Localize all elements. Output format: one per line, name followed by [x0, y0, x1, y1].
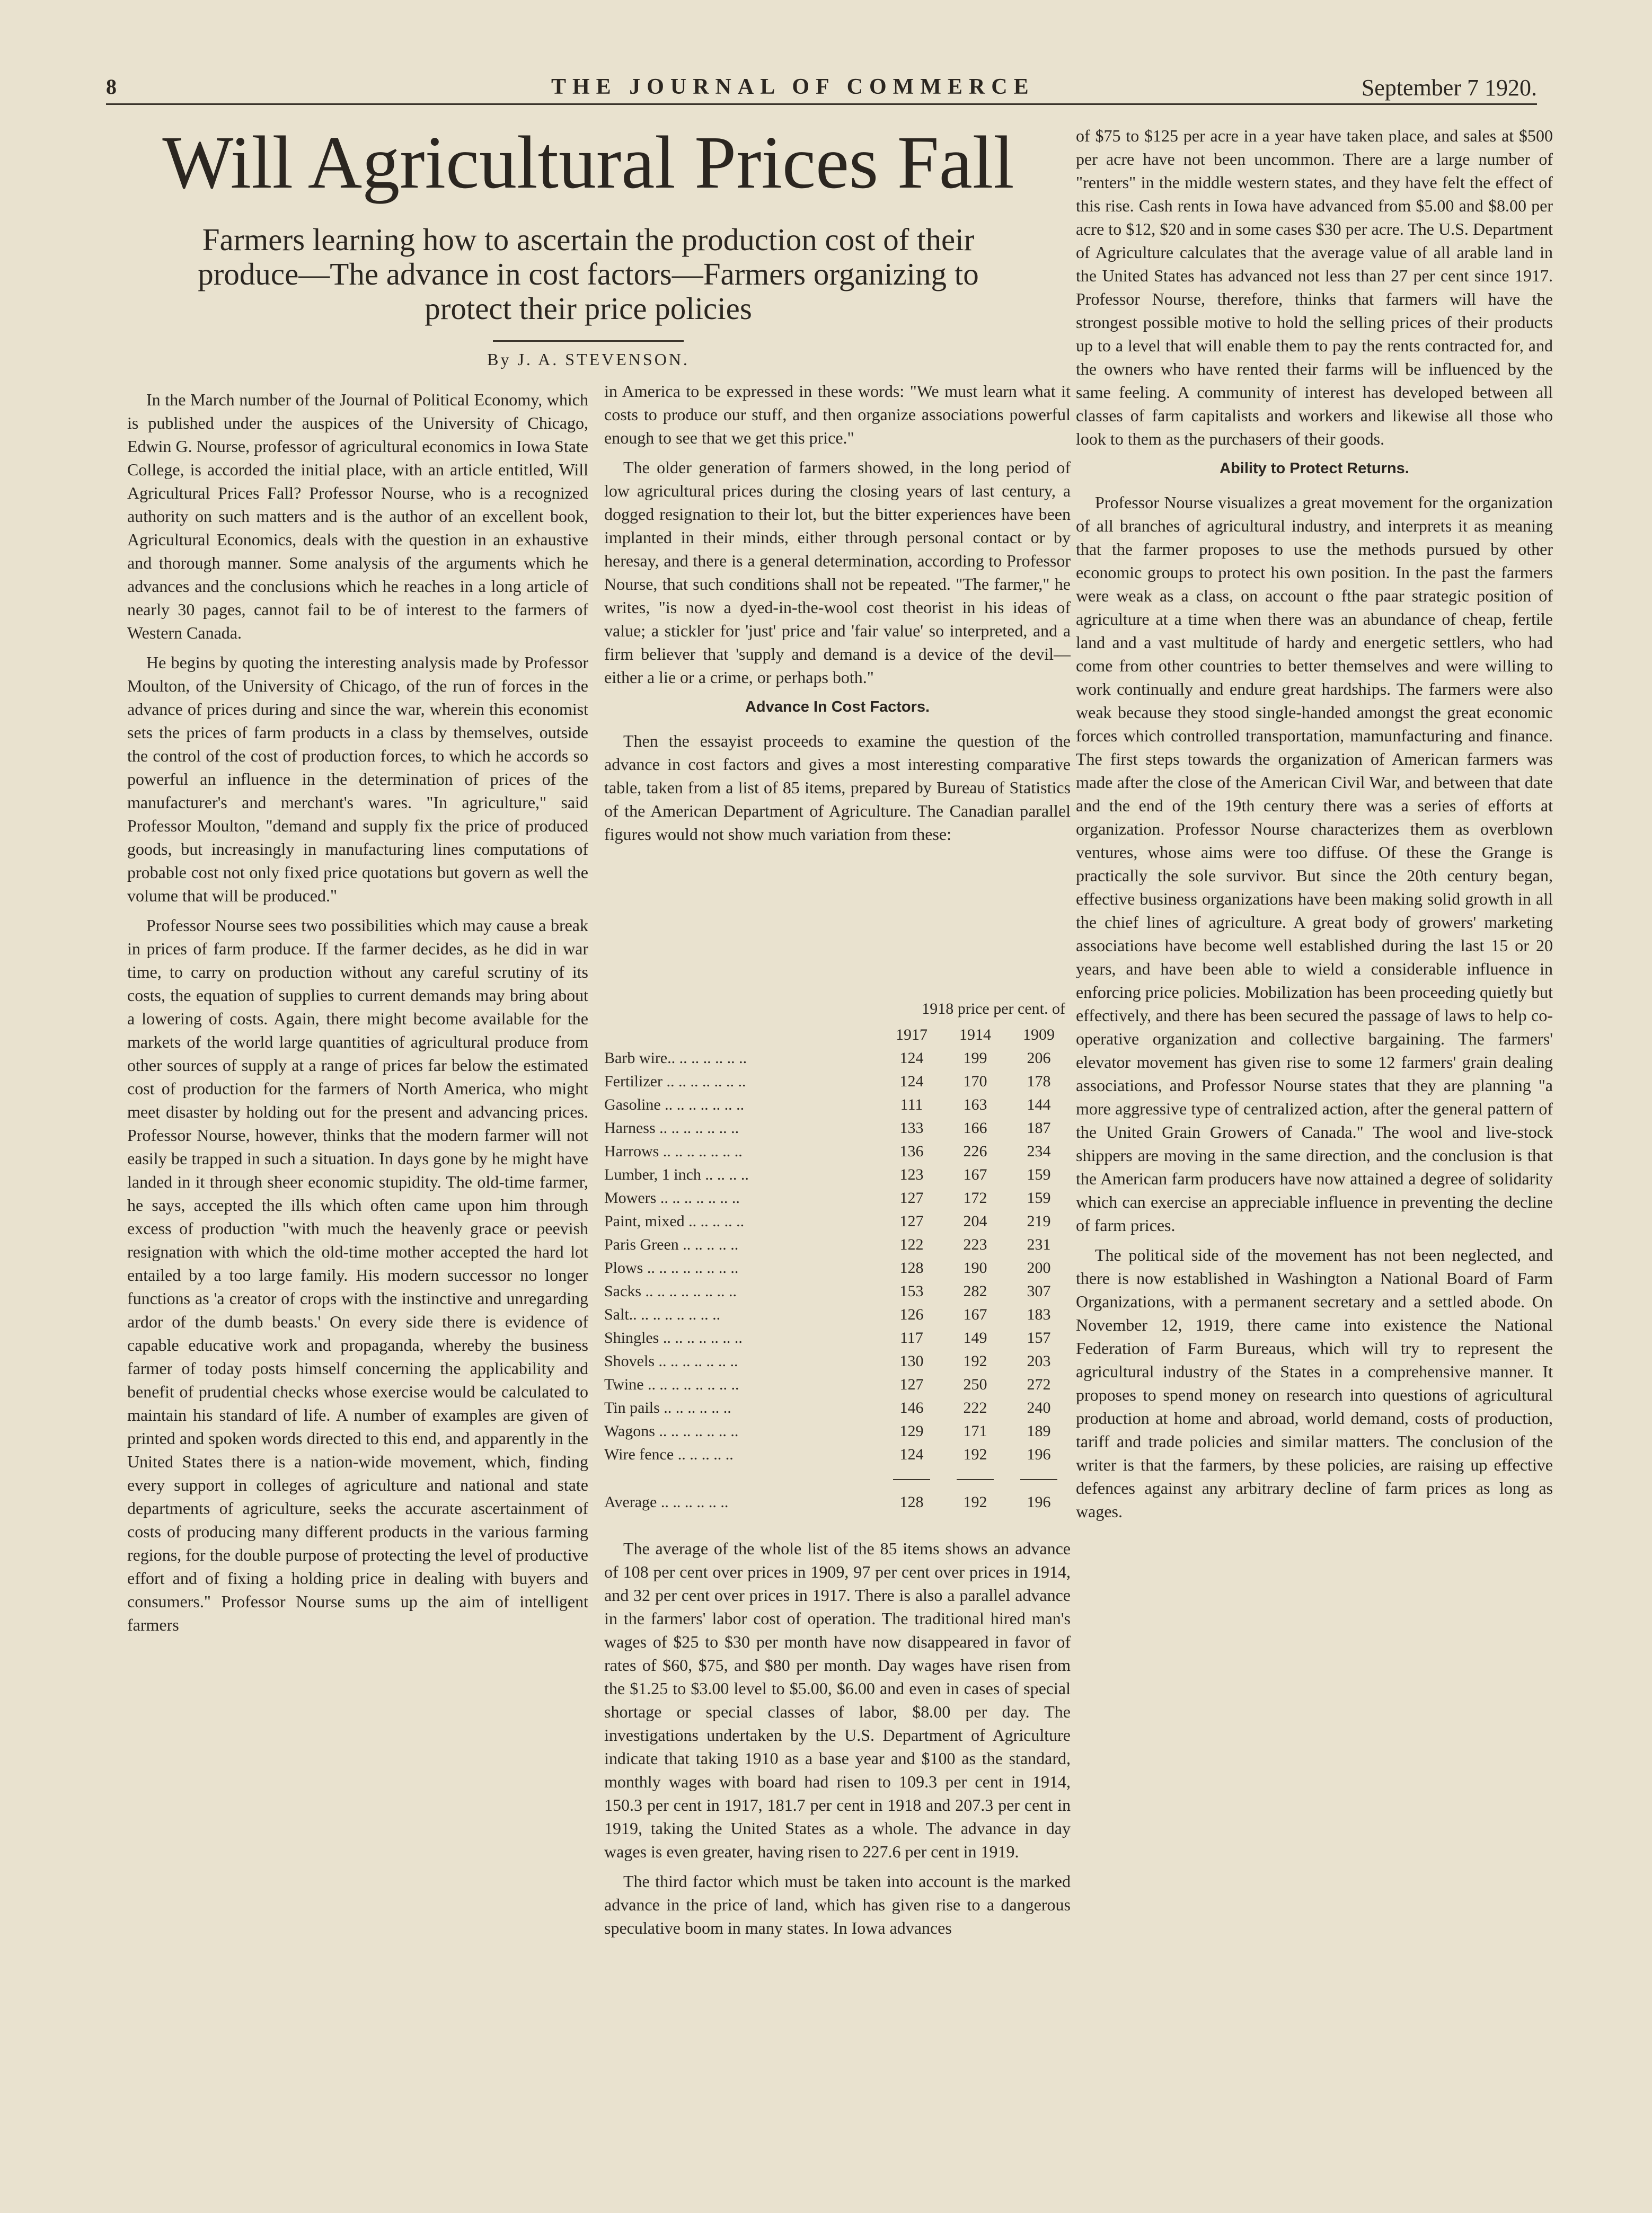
table-cell-item: Paris Green .. .. .. .. .. [604, 1236, 739, 1253]
table-cell: 167 [963, 1306, 987, 1323]
table-row [604, 1280, 1071, 1303]
table-header-year: 1909 [1023, 1026, 1055, 1043]
table-cell: 192 [963, 1352, 987, 1370]
table-cell-item: Barb wire.. .. .. .. .. .. .. [604, 1049, 747, 1067]
table-cell: 282 [963, 1282, 987, 1300]
table-cell-item: Wire fence .. .. .. .. .. [604, 1446, 734, 1463]
table-cell: 192 [963, 1446, 987, 1463]
table-average-row [604, 1491, 1071, 1514]
table-cell-item: Shingles .. .. .. .. .. .. .. [604, 1329, 743, 1347]
table-cell-item: Sacks .. .. .. .. .. .. .. .. [604, 1282, 737, 1300]
table-cell-item: Plows .. .. .. .. .. .. .. .. [604, 1259, 739, 1277]
table-header-year: 1914 [959, 1026, 991, 1043]
total-rule [1020, 1479, 1057, 1480]
table-cell: 166 [963, 1119, 987, 1137]
table-cell: 124 [899, 1049, 924, 1067]
table-row [604, 1117, 1071, 1140]
table-row [604, 1210, 1071, 1233]
table-cell: 127 [899, 1376, 924, 1393]
table-cell-item: Tin pails .. .. .. .. .. .. [604, 1399, 731, 1417]
column-3 [1076, 124, 1553, 2117]
table-cell: 117 [900, 1329, 923, 1347]
table-row [604, 1047, 1071, 1070]
table-cell: 124 [899, 1446, 924, 1463]
paragraph: The third factor which must be taken into account is the marked advance in the price of land, which has given rise to a dangerous speculative boom in many states. In Iowa advances [604, 1872, 1071, 1937]
table-total-rules [604, 1466, 1071, 1491]
table-cell-item: Fertilizer .. .. .. .. .. .. .. [604, 1073, 746, 1090]
table-row [604, 1420, 1071, 1443]
table-cell: 127 [899, 1212, 924, 1230]
table-cell: 171 [963, 1422, 987, 1440]
table-cell: 250 [963, 1376, 987, 1393]
table-cell-item: Lumber, 1 inch .. .. .. .. [604, 1166, 749, 1183]
table-cell: 219 [1027, 1212, 1051, 1230]
table-cell-item: Paint, mixed .. .. .. .. .. [604, 1212, 745, 1230]
table-cell: 128 [899, 1259, 924, 1277]
table-row [604, 1187, 1071, 1210]
cost-factors-table [604, 1000, 1071, 1514]
section-heading: Ability to Protect Returns. [1220, 460, 1409, 477]
table-row [604, 1373, 1071, 1396]
table-cell: 133 [899, 1119, 924, 1137]
paragraph: Then the essayist proceeds to examine the question of the advance in cost factors and gives a most interesting comparative table, taken from a list of 85 items, prepared by Bureau of Statistics of the American Department of Agriculture. The Canadian parallel figures would not show much variation from these: [604, 731, 1071, 844]
table-cell: 187 [1027, 1119, 1051, 1137]
table-cell: 128 [899, 1493, 924, 1511]
table-cell: 272 [1027, 1376, 1051, 1393]
table-cell: 189 [1027, 1422, 1051, 1440]
table-cell: 183 [1027, 1306, 1051, 1323]
table-row [604, 1140, 1071, 1163]
table-cell-item: Harrows .. .. .. .. .. .. .. [604, 1143, 743, 1160]
paragraph: The political side of the movement has not been neglected, and there is now established in Washington a National Board of Farm Organizations, with a permanent secretary and a settled abode. On November 12, 1919, there came into existence the National Federation of Farm Bureaus, which will try to represent the agricultural industry of the States in a comprehensive manner. It proposes to spend money on research into questions of agricultural production at home and abroad, world demand, costs of production, tariff and trade policies and similar matters. The conclusion of the writer is that the farmers, by these policies, are raising up effective defences against any arbitrary decline of farm prices as long as wages. [1076, 1245, 1553, 1521]
table-cell: 226 [963, 1143, 987, 1160]
table-row [604, 1163, 1071, 1187]
paragraph: Professor Nourse visualizes a great movement for the organization of all branches of agricultural industry, and interprets it as meaning that the farmer proposes to use the methods pursued by other economic groups to protect his own position. In the past the farmers were weak as a class, on account o fthe paar strategic position of agriculture at a time when there was an abundance of cheap, fertile land and a vast multitude of hardy and energetic settlers, who had come from other countries to better themselves and were willing to work continually and endure great hardships. The farmers were also weak because they stood single-handed amongst the great economic forces which controlled transportation, mamunfacturing and finance. The first steps towards the organization of American farmers was made after the close of the American Civil War, and between that date and the end of the 19th century there was a series of efforts at organization. Professor Nourse characterizes them as overblown ventures, whose aims were too diffuse. Of these the Grange is practically the sole survivor. But since the 20th century began, effective business organizations have been making solid growth in all the chief lines of agriculture. A great body of growers' marketing associations have become well established during the last 15 or 20 years, and have been able to wield a considerable influence in enforcing price policies. Mobilization has been proceeding quietly but effectively, and there has been secured the passage of laws to help co-operative organization and collective bargaining. The farmers' elevator movement has given rise to some 12 farmers' grain dealing associations, and Professor Nourse states that they are planning "a more aggressive type of centralized action, after the general pattern of the United Grain Growers of Canada." The wool and live-stock shippers are moving in the same direction, and the conclusion is that the American farm producers have now attained a degree of solidarity which can exercise an appreciable influence in preventing the decline of farm prices. [1076, 493, 1553, 1235]
paragraph: Professor Nourse sees two possibilities which may cause a break in prices of farm produce. If the farmer decides, as he did in war time, to carry on production without any careful scrutiny of its costs, the equation of supplies to current demands may bring about a lowering of costs. Again, there might become available for the markets of the world large quantities of agricultural produce from other sources of supply at a range of prices far below the estimated cost of production for the farmers of North America, who might meet disaster by holding out for the present and advancing prices. Professor Nourse, however, thinks that the modern farmer will not easily be trapped in such a situation. In days gone by he might have landed in it through sheer economic stupidity. The old-time farmer, he says, accepted the ills which often came upon him through excess of production "with much the heavenly grace or peevish resignation with which the old-time mother accepted the hard lot entailed by a too large family. His modern successor no longer functions as 'a creator of crops with the instinctive and unregarding ardor of the dumb beasts.' On every side there is evidence of capable educative work and propaganda, whereby the business farmer of today posts himself concerning the applicability and benefit of prudential checks whose exercise would be calculated to maintain his standard of life. A number of examples are given of printed and spoken words directed to this end, and apparently in the United States there is a nation-wide movement, which, finding every support in colleges of agriculture and national and state departments of agriculture, seeks the accurate ascertainment of costs of producing many different products in the various farming regions, for the double purpose of protecting the level of productive effort and of fixing a holding price in dealing with buyers and consumers." Professor Nourse sums up the aim of intelligent farmers [127, 916, 588, 1634]
table-cell: 178 [1027, 1073, 1051, 1090]
table-cell-item: Salt.. .. .. .. .. .. .. .. [604, 1306, 721, 1323]
table-cell: 159 [1027, 1189, 1051, 1207]
table-cell: 124 [899, 1073, 924, 1090]
table-cell: 206 [1027, 1049, 1051, 1067]
table-row [604, 1326, 1071, 1350]
table-cell-item: Gasoline .. .. .. .. .. .. .. [604, 1096, 745, 1113]
table-cell: 240 [1027, 1399, 1051, 1417]
table-cell-item: Average .. .. .. .. .. .. [604, 1493, 729, 1511]
table-cell-item: Mowers .. .. .. .. .. .. .. [604, 1189, 740, 1207]
paragraph: The average of the whole list of the 85 items shows an advance of 108 per cent over prices in 1909, 97 per cent over prices in 1914, and 32 per cent over prices in 1917. There is also a parallel advance in the farmers' labor cost of operation. The traditional hired man's wages of $25 to $30 per month have now disappeared in favor of rates of $60, $75, and $80 per month. Day wages have risen from the $1.25 to $3.00 level to $5.00, $6.00 and even in cases of special shortage or special classes of labor, $8.00 per day. The investigations undertaken by the U.S. Department of Agriculture indicate that taking 1910 as a base year and $100 as the standard, monthly wages with board had risen to 109.3 per cent in 1914, 150.3 per cent in 1917, 181.7 per cent in 1918 and 207.3 per cent in 1919, taking the United States as a whole. The advance in day wages is even greater, having risen to 227.6 per cent in 1919. [604, 1539, 1071, 1861]
table-cell: 123 [899, 1166, 924, 1183]
table-cell: 111 [900, 1096, 923, 1113]
article-byline: By J. A. STEVENSON. [487, 350, 690, 369]
table-cell: 136 [899, 1143, 924, 1160]
paper-name: THE JOURNAL OF COMMERCE [551, 75, 1035, 99]
masthead [106, 74, 1537, 106]
article-headline: Will Agricultural Prices Fall [162, 120, 1014, 204]
table-cell: 307 [1027, 1282, 1051, 1300]
paragraph: In the March number of the Journal of Political Economy, which is published under the auspices of the University of Chicago, Edwin G. Nourse, professor of agricultural economics in Iowa State College, is accorded the initial place, with an article entitled, Will Agricultural Prices Fall? Professor Nourse, who is a recognized authority on such matters and is the author of an excellent book, Agricultural Economics, deals with the question in an exhaustive and thorough manner. Some analysis of the arguments which he advances and the conclusions which he reaches in a long article of nearly 30 pages, cannot fail to be of interest to the farmers of Western Canada. [127, 390, 588, 642]
table-cell: 196 [1027, 1493, 1051, 1511]
table-cell: 199 [963, 1049, 987, 1067]
table-cell: 196 [1027, 1446, 1051, 1463]
table-cell: 149 [963, 1329, 987, 1347]
table-cell: 200 [1027, 1259, 1051, 1277]
table-cell: 146 [899, 1399, 924, 1417]
section-heading: Advance In Cost Factors. [745, 698, 930, 715]
table-row [604, 1443, 1071, 1466]
table-cell: 204 [963, 1212, 987, 1230]
table-cell: 122 [899, 1236, 924, 1253]
table-cell: 157 [1027, 1329, 1051, 1347]
table-row [604, 1396, 1071, 1420]
table-row [604, 1256, 1071, 1280]
paragraph: in America to be expressed in these words: "We must learn what it costs to produce our stuff, and then organize associations powerful enough to see that we get this price." [604, 382, 1071, 447]
table-cell: 130 [899, 1352, 924, 1370]
table-cell: 153 [899, 1282, 924, 1300]
table-header-row [604, 1023, 1071, 1047]
table-cell-item: Wagons .. .. .. .. .. .. .. [604, 1422, 739, 1440]
table-cell: 234 [1027, 1143, 1051, 1160]
table-row [604, 1350, 1071, 1373]
table-cell-item: Twine .. .. .. .. .. .. .. .. [604, 1376, 739, 1393]
table-cell: 172 [963, 1189, 987, 1207]
table-cell: 192 [963, 1493, 987, 1511]
paragraph: The older generation of farmers showed, in the long period of low agricultural prices during the closing years of last century, a dogged resignation to their lot, but the bitter experiences have been implanted in their minds, either through personal contact or by heresay, and there is a general determination, according to Professor Nourse, that such conditions shall not be repeated. "The farmer," he writes, "is now a dyed-in-the-wool cost theorist in his ideas of value; a stickler for 'just' price and 'fair value' so interpreted, and a firm believer that 'supply and demand is a device of the devil—either a lie or a crime, or perhaps both." [604, 458, 1071, 687]
table-cell: 127 [899, 1189, 924, 1207]
table-cell: 170 [963, 1073, 987, 1090]
total-rule [893, 1479, 930, 1480]
table-cell-item: Harness .. .. .. .. .. .. .. [604, 1119, 739, 1137]
table-row [604, 1303, 1071, 1326]
paragraph: He begins by quoting the interesting analysis made by Professor Moulton, of the University of Chicago, of the run of forces in the advance of prices during and since the war, wherein this economist sets the prices of farm products in a class by themselves, outside the control of the cost of production forces, to which he accords so powerful an influence in the determination of prices of the manufacturer's and merchant's wares. "In agriculture," said Professor Moulton, "demand and supply fix the price of produced goods, but increasingly in manufacturing lines computations of probable cost not only fixed price quotations but govern as well the volume that will be produced." [127, 653, 588, 905]
table-cell: 203 [1027, 1352, 1051, 1370]
table-cell-item: Shovels .. .. .. .. .. .. .. [604, 1352, 738, 1370]
paragraph: of $75 to $125 per acre in a year have taken place, and sales at $500 per acre have not been uncommon. There are a large number of "renters" in the middle western states, and they have felt the effect of this rise. Cash rents in Iowa have advanced from $5.00 and $8.00 per acre to $12, $20 and in some cases $30 per acre. The U.S. Department of Agriculture calculates that the average value of all arable land in the United States has advanced not less than 27 per cent since 1917. Professor Nourse, therefore, thinks that farmers will have the strongest possible motive to hold the selling prices of their products up to a level that will enable them to pay the rents contracted for, and the owners who have rented their farms will be influenced by the same feeling. A community of interest has developed between all classes of farm capitalists and workers and likewise all those who look to them as the purchasers of their goods. [1076, 126, 1553, 448]
table-cell: 129 [899, 1422, 924, 1440]
table-cell: 144 [1027, 1096, 1051, 1113]
table-row [604, 1233, 1071, 1256]
issue-date: September 7 1920. [1361, 75, 1537, 101]
table-cell: 126 [899, 1306, 924, 1323]
article-subhead: Farmers learning how to ascertain the production cost of their produce—The advance in cost factors—Farmers organizing to protect their price policies [198, 222, 979, 326]
page-number: 8 [106, 75, 117, 99]
table-row [604, 1070, 1071, 1093]
table-cell: 222 [963, 1399, 987, 1417]
table-cell: 167 [963, 1166, 987, 1183]
table-row [604, 1093, 1071, 1117]
table-cell: 163 [963, 1096, 987, 1113]
table-cell: 231 [1027, 1236, 1051, 1253]
total-rule [957, 1479, 994, 1480]
table-header-year: 1917 [896, 1026, 927, 1043]
table-caption: 1918 price per cent. of [922, 1000, 1065, 1017]
table-cell: 190 [963, 1259, 987, 1277]
masthead-rule [106, 103, 1537, 105]
column-2-upper [604, 379, 1071, 999]
column-1 [127, 388, 588, 2126]
table-body [604, 1047, 1071, 1466]
column-2-lower [604, 1537, 1071, 2120]
table-cell: 223 [963, 1236, 987, 1253]
byline-rule [493, 340, 684, 342]
table-cell: 159 [1027, 1166, 1051, 1183]
